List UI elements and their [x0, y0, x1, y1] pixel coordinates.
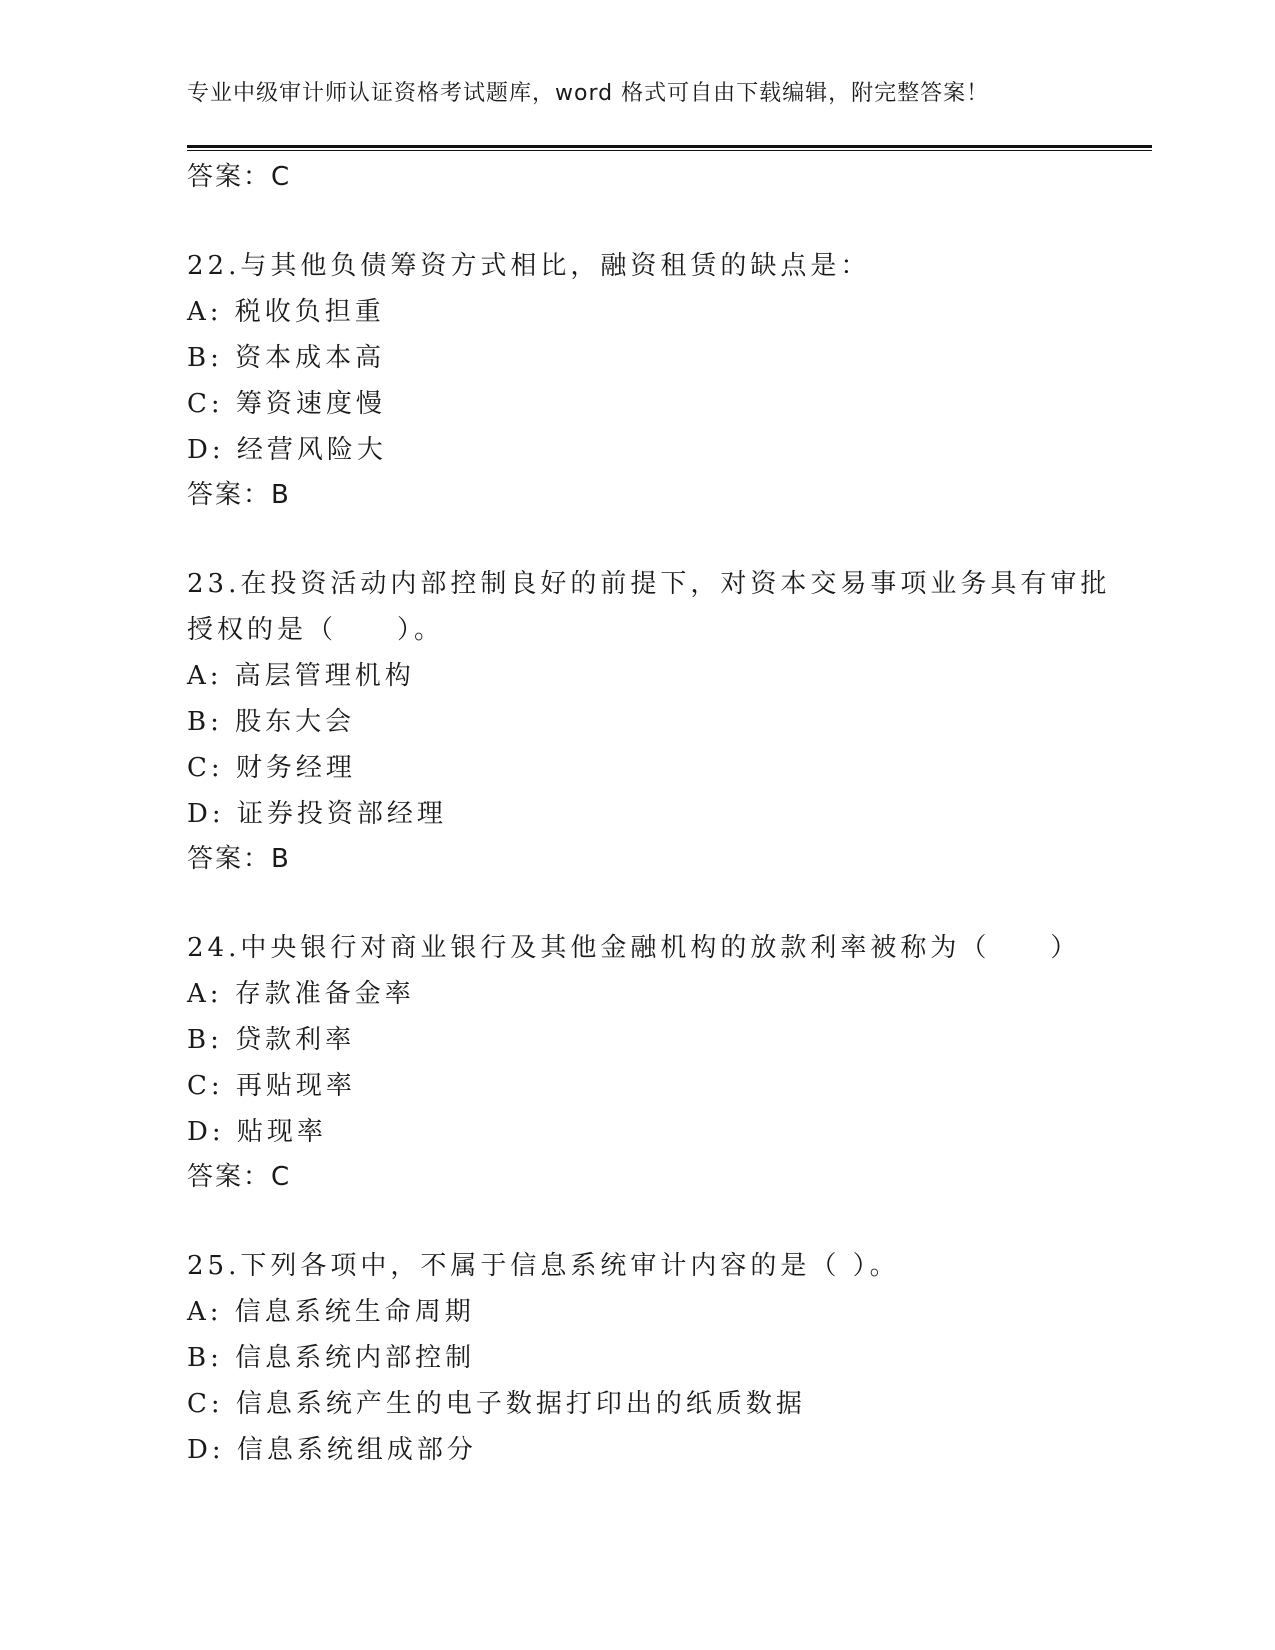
- header-rule-thin: [187, 150, 1152, 151]
- option-a: A: 高层管理机构: [187, 661, 415, 691]
- question-24: [187, 925, 1152, 1199]
- option-d: D: 经营风险大: [187, 435, 387, 465]
- spacer: [187, 517, 1152, 561]
- question-stem-continued: 授权的是（ ）。: [187, 615, 445, 645]
- spacer: [187, 1199, 1152, 1243]
- option-a: A: 存款准备金率: [187, 979, 415, 1009]
- header-rule-thick: [187, 145, 1152, 148]
- option-a: A: 税收负担重: [187, 297, 385, 327]
- spacer: [187, 881, 1152, 925]
- option-b: B: 资本成本高: [187, 343, 386, 373]
- question-stem: 24.中央银行对商业银行及其他金融机构的放款利率被称为（ ）: [187, 933, 1081, 963]
- question-22: [187, 243, 1152, 517]
- question-stem: 23.在投资活动内部控制良好的前提下，对资本交易事项业务具有审批: [187, 569, 1111, 599]
- option-d: D: 信息系统组成部分: [187, 1435, 477, 1465]
- spacer: [187, 199, 1152, 243]
- question-23: [187, 561, 1152, 881]
- option-c: C: 再贴现率: [187, 1071, 356, 1101]
- document-body: [187, 155, 1152, 1473]
- answer: 答案：C: [187, 1162, 292, 1192]
- answer: 答案：B: [187, 844, 291, 874]
- option-d: D: 证券投资部经理: [187, 799, 447, 829]
- question-stem: 22.与其他负债筹资方式相比，融资租赁的缺点是：: [187, 251, 871, 281]
- option-c: C: 信息系统产生的电子数据打印出的纸质数据: [187, 1389, 806, 1419]
- question-stem: 25.下列各项中，不属于信息系统审计内容的是（ ）。: [187, 1251, 900, 1281]
- option-c: C: 筹资速度慢: [187, 389, 386, 419]
- option-c: C: 财务经理: [187, 753, 356, 783]
- page-header-text: 专业中级审计师认证资格考试题库，word 格式可自由下载编辑，附完整答案！: [187, 81, 990, 106]
- question-25: [187, 1243, 1152, 1473]
- option-b: B: 信息系统内部控制: [187, 1343, 476, 1373]
- answer: 答案：B: [187, 480, 291, 510]
- option-b: B: 贷款利率: [187, 1025, 356, 1055]
- option-d: D: 贴现率: [187, 1117, 327, 1147]
- option-b: B: 股东大会: [187, 707, 356, 737]
- previous-answer: 答案：C: [187, 162, 292, 192]
- option-a: A: 信息系统生命周期: [187, 1297, 475, 1327]
